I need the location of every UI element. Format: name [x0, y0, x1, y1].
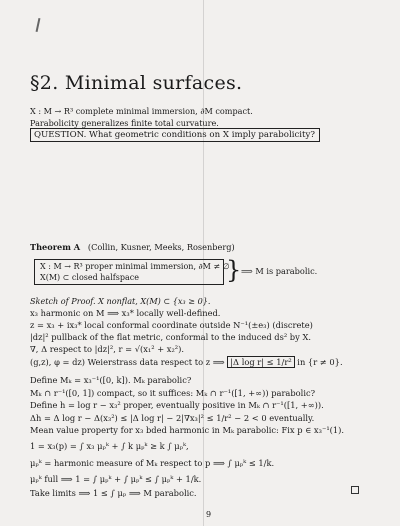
proof-line-11: Mean value property for x₃ bded harmonic in Mₖ parabolic: Fix p ∈ x₃⁻¹(1). [30, 425, 345, 435]
hypothesis-2: X(M) ⊂ closed halfspace [40, 273, 139, 282]
theorem-label: Theorem A [30, 242, 81, 252]
proof-line-8: Mₖ ∩ r⁻¹([0, 1]) compact, so it suffices: Mₖ ∩ r⁻¹([1, +∞)) parabolic? [30, 388, 316, 398]
theorem-header [30, 242, 235, 252]
theorem-hypothesis-box [34, 259, 230, 285]
proof-line-6 [30, 357, 343, 367]
proof-line-9: Define h = log r − x₃² proper, eventually positive in Mₖ ∩ r⁻¹([1, +∞)). [30, 400, 324, 410]
theorem-conclusion: ⟹ M is parabolic. [241, 266, 318, 276]
proof-line-1: Sketch of Proof. X nonflat, X(M) ⊂ {x₃ ≥ 0}. [30, 296, 211, 306]
theorem-authors: (Collin, Kusner, Meeks, Rosenberg) [87, 242, 235, 252]
proof-line-12: 1 = x₃(p) = ∫ x₃ μₚᵏ + ∫ k μₚᵏ ≥ k ∫ μₚᵏ, [30, 441, 189, 451]
weierstrass-text: (g,z), φ = dz) Weierstrass data respect to z ⟹ [30, 357, 228, 367]
proof-line-14: μₚᵏ full ⟹ 1 = ∫ μₚᵏ + ∫ μₚᵏ ≤ ∫ μₚᵏ + 1/k. [30, 474, 202, 484]
proof-line-5: ∇, Δ respect to |dz|², r = √(x₁² + x₂²). [30, 344, 184, 354]
pen-mark [36, 18, 41, 32]
hypothesis-1: X : M → R³ proper minimal immersion, ∂M ≠ ∅ [40, 262, 230, 271]
proof-line-2: x₃ harmonic on M ⟹ x₃* locally well-defined. [30, 308, 221, 318]
page-number: 9 [206, 510, 212, 519]
proof-line-13: μₚᵏ = harmonic measure of Mₖ respect to p ⟹ ∫ μₚᵏ ≤ 1/k. [30, 458, 275, 468]
proof-line-7: Define Mₖ = x₃⁻¹([0, k]). Mₖ parabolic? [30, 375, 192, 385]
laplacian-bound-suffix: in {r ≠ 0}. [294, 357, 343, 367]
laplacian-bound-box: |Δ log r| ≤ 1/r² [227, 356, 294, 368]
proof-line-4: |dz|² pullback of the flat metric, conformal to the induced ds² by X. [30, 332, 311, 342]
right-brace: } [226, 256, 242, 284]
proof-line-10: Δh = Δ log r − Δ(x₃²) ≤ |Δ log r| − 2|∇x₃|² ≤ 1/r² − 2 < 0 eventually. [30, 413, 315, 423]
qed-square [351, 486, 359, 494]
proof-line-3: z = x₃ + ix₃* local conformal coordinate outside N⁻¹(±e₃) (discrete) [30, 320, 313, 330]
parabolicity-line: Parabolicity generalizes finite total curvature. [30, 118, 219, 128]
proof-line-15: Take limits ⟹ 1 ≤ ∫ μₚ ⟹ M parabolic. [30, 488, 197, 498]
section-heading: §2. Minimal surfaces. [30, 72, 243, 94]
setup-line: X : M → R³ complete minimal immersion, ∂M compact. [30, 106, 253, 116]
question-box: QUESTION. What geometric conditions on X imply parabolicity? [30, 128, 320, 142]
